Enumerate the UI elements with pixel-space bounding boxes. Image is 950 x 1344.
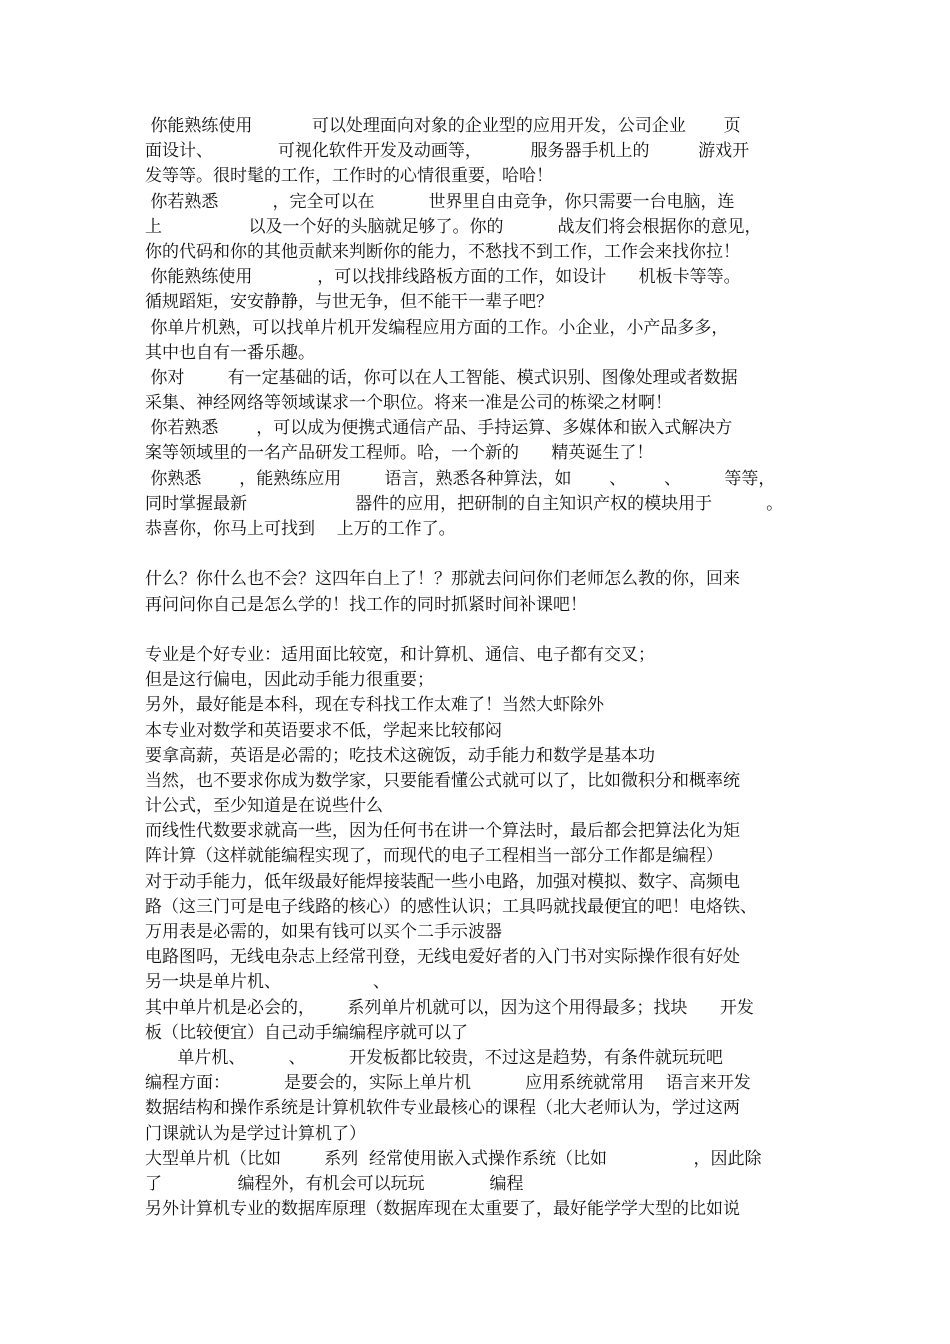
text-line: 而线性代数要求就高一些，因为任何书在讲一个算法时，最后都会把算法化为矩 (145, 821, 740, 842)
text-line: 电路图吗，无线电杂志上经常刊登，无线电爱好者的入门书对实际操作很有好处 (145, 947, 740, 968)
text-line: 其中也自有一番乐趣。 (145, 342, 315, 363)
text-line: 大型单片机（比如 系列 经常使用嵌入式操作系统（比如 ，因此除 (145, 1148, 762, 1169)
blank-line (145, 542, 820, 567)
text-line: 同时掌握最新 器件的应用，把研制的自主知识产权的模块用于 。 (145, 493, 784, 514)
text-line: 你对 有一定基础的话，你可以在人工智能、模式识别、图像处理或者数据 (145, 367, 738, 388)
text-line: 本专业对数学和英语要求不低，学起来比较郁闷 (145, 720, 502, 741)
text-line: 你若熟悉 ，完全可以在 世界里自由竞争，你只需要一台电脑，连 (145, 191, 735, 212)
text-line: 另外计算机专业的数据库原理（数据库现在太重要了，最好能学学大型的比如说 (145, 1199, 740, 1220)
text-line: 你能熟练使用 ，可以找排线路板方面的工作，如设计 机板卡等等。 (145, 267, 741, 288)
text-line: 另外，最好能是本科，现在专科找工作太难了！当然大虾除外 (145, 695, 604, 716)
text-line: 再问问你自己是怎么学的！找工作的同时抓紧时间补课吧！ (145, 594, 587, 615)
text-line: 采集、神经网络等领域谋求一个职位。将来一准是公司的栋梁之材啊！ (145, 393, 672, 414)
blank-line (145, 618, 820, 643)
text-line: 万用表是必需的，如果有钱可以买个二手示波器 (145, 922, 502, 942)
text-line: 对于动手能力，低年级最好能焊接装配一些小电路，加强对模拟、数字、高频电 (145, 871, 740, 892)
text-line: 你若熟悉 ，可以成为便携式通信产品、手持运算、多媒体和嵌入式解决方 (145, 418, 733, 439)
text-line: 当然，也不要求你成为数学家，只要能看懂公式就可以了，比如微积分和概率统 (145, 770, 740, 791)
text-line: 单片机、 、 开发板都比较贵，不过这是趋势，有条件就玩玩吧 (145, 1047, 723, 1068)
text-line: 你的代码和你的其他贡献来判断你的能力，不愁找不到工作，工作会来找你拉！ (145, 241, 740, 262)
text-line: 数据结构和操作系统是计算机软件专业最核心的课程（北大老师认为，学过这两 (145, 1098, 740, 1119)
text-line: 要拿高薪，英语是必需的；吃技术这碗饭，动手能力和数学是基本功 (145, 745, 655, 766)
text-line: 案等领域里的一名产品研发工程师。哈，一个新的 精英诞生了！ (145, 443, 654, 464)
text-line: 板（比较便宜）自己动手编编程序就可以了 (145, 1022, 468, 1043)
text-line: 但是这行偏电，因此动手能力很重要； (145, 670, 434, 691)
text-line: 发等等。很时髦的工作，工作时的心情很重要，哈哈！ (145, 166, 553, 187)
text-line: 你熟悉 ，能熟练应用 语言，熟悉各种算法，如 、 、 等等， (145, 468, 776, 489)
text-line: 了 编程外，有机会可以玩玩 编程 (145, 1173, 524, 1194)
document-body-text (145, 114, 820, 1222)
text-line: 什么？你什么也不会？这四年白上了！？那就去问问你们老师怎么教的你，回来 (145, 569, 740, 590)
text-line: 你单片机熟，可以找单片机开发编程应用方面的工作。小企业，小产品多多， (145, 317, 729, 338)
text-line: 编程方面： 是要会的，实际上单片机 应用系统就常用 语言来开发 (145, 1073, 751, 1094)
text-line: 另一块是单片机、 、 (145, 972, 390, 993)
text-line: 循规蹈矩，安安静静，与世无争，但不能干一辈子吧？ (145, 292, 553, 313)
text-line: 其中单片机是必会的， 系列单片机就可以，因为这个用得最多；找块 开发 (145, 997, 754, 1018)
text-line: 计公式，至少知道是在说些什么 (145, 796, 383, 817)
text-line: 上 以及一个好的头脑就足够了。你的 战友们将会根据你的意见， (145, 216, 762, 237)
text-line: 你能熟练使用 可以处理面向对象的企业型的应用开发，公司企业 页 (145, 116, 741, 136)
text-line: 路（这三门可是电子线路的核心）的感性认识；工具吗就找最便宜的吧！电烙铁、 (145, 896, 757, 917)
text-line: 门课就认为是学过计算机了） (145, 1123, 366, 1144)
text-line: 恭喜你，你马上可找到 上万的工作了。 (145, 519, 456, 539)
text-line: 阵计算（这样就能编程实现了，而现代的电子工程相当一部分工作都是编程） (145, 846, 723, 867)
text-line: 专业是个好专业：适用面比较宽，和计算机、通信、电子都有交叉； (145, 644, 655, 665)
text-line: 面设计、 可视化软件开发及动画等， 服务器手机上的 游戏开 (145, 141, 750, 162)
